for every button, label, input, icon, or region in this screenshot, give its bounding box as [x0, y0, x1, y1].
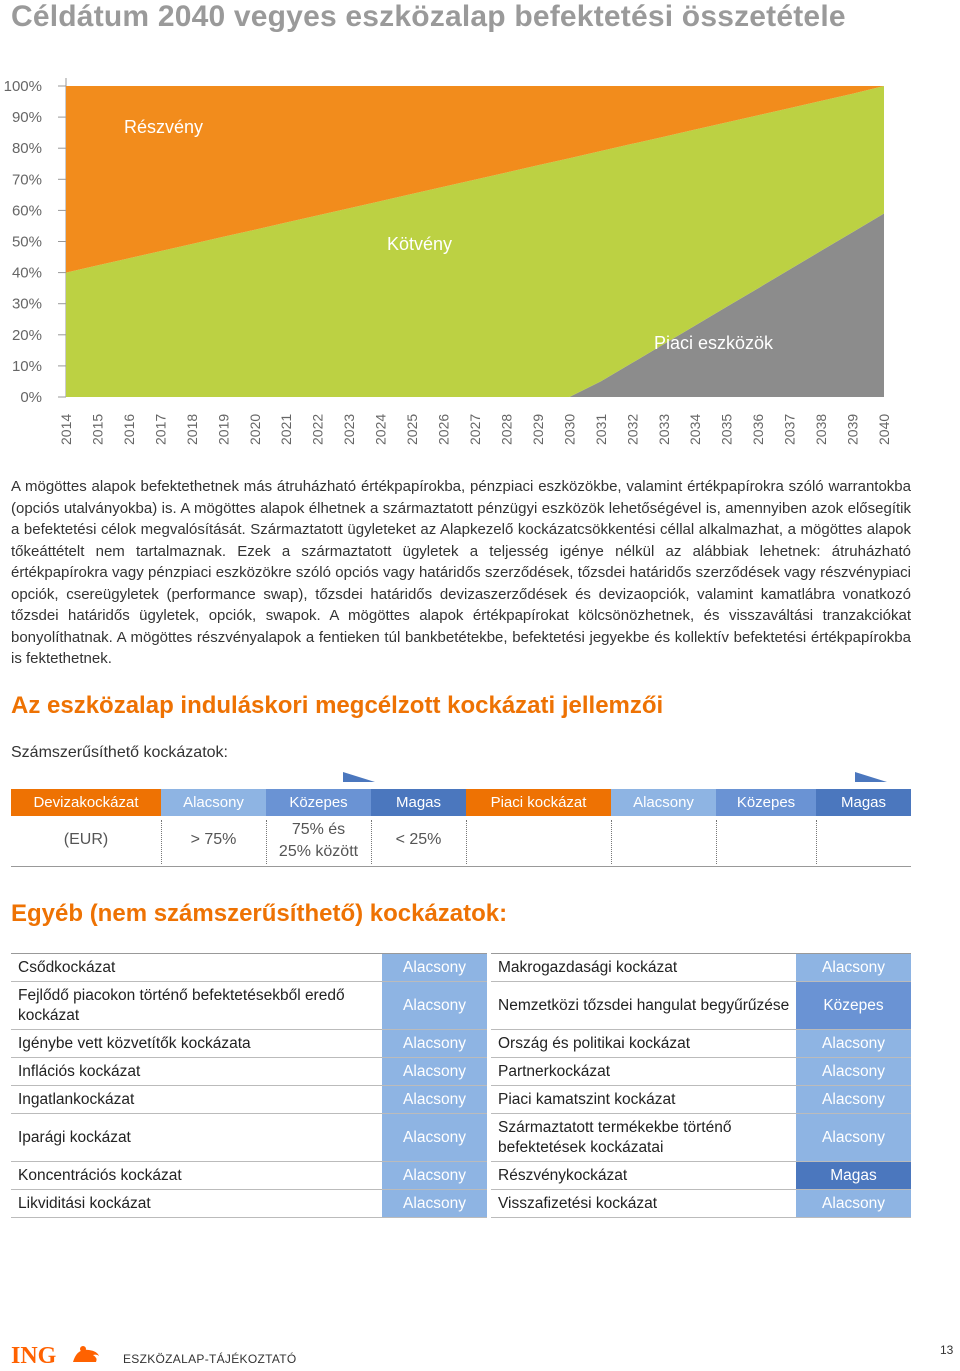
risk-name: Részvénykockázat — [489, 1162, 796, 1190]
risk-row — [11, 1030, 911, 1058]
y-tick-label: 100% — [3, 78, 42, 95]
risk-row — [11, 1058, 911, 1086]
level-marker-icon — [855, 772, 887, 782]
x-tick-label: 2014 — [58, 413, 74, 445]
y-tick-label: 70% — [11, 171, 42, 189]
risk-row — [11, 954, 911, 982]
risk-level: Alacsony — [796, 1030, 911, 1058]
x-tick-label: 2020 — [246, 413, 263, 445]
divider — [611, 820, 612, 864]
series-label: Kötvény — [387, 234, 453, 254]
risk-level: Alacsony — [382, 1162, 489, 1190]
risk-level: Alacsony — [382, 1114, 489, 1162]
risk-level: Alacsony — [796, 1114, 911, 1162]
risk-name: Ingatlankockázat — [11, 1086, 382, 1114]
market-low-header: Alacsony — [611, 789, 716, 816]
level-marker-icon — [343, 772, 375, 782]
risk-level: Alacsony — [382, 1190, 489, 1218]
x-tick-label: 2031 — [592, 413, 609, 445]
quant-risk-label: Számszerűsíthető kockázatok: — [11, 744, 228, 761]
risk-level: Alacsony — [796, 1190, 911, 1218]
divider — [816, 820, 817, 864]
x-tick-label: 2018 — [183, 413, 200, 445]
y-tick-label: 40% — [11, 264, 42, 282]
x-axis — [58, 414, 892, 445]
risk-row — [11, 1086, 911, 1114]
market-risk-header: Piaci kockázat — [466, 789, 611, 816]
x-tick-label: 2032 — [624, 413, 641, 445]
risk-level: Alacsony — [796, 1086, 911, 1114]
risk-level: Alacsony — [382, 1058, 489, 1086]
x-tick-label: 2030 — [561, 413, 578, 445]
risk-name: Származtatott termékekbe történő befektetések kockázatai — [489, 1114, 796, 1162]
y-tick-label: 0% — [20, 389, 42, 406]
x-tick-label: 2015 — [89, 413, 106, 445]
risk-level: Alacsony — [796, 954, 911, 982]
currency-mid-header: Közepes — [266, 789, 371, 816]
currency-risk-header: Devizakockázat — [11, 789, 161, 816]
x-tick-label: 2037 — [781, 413, 798, 445]
x-tick-label: 2027 — [467, 413, 483, 445]
currency-value: (EUR) — [63, 831, 109, 848]
y-tick-label: 10% — [11, 357, 42, 375]
risk-level: Alacsony — [382, 1086, 489, 1114]
x-tick-label: 2029 — [529, 413, 546, 445]
risk-name: Makrogazdasági kockázat — [489, 954, 796, 982]
series-label: Piaci eszközök — [654, 333, 774, 353]
x-tick-label: 2039 — [844, 413, 861, 445]
x-tick-label: 2040 — [876, 413, 892, 445]
y-tick-label: 30% — [11, 295, 42, 313]
risk-name: Fejlődő piacokon történő befektetésekből eredő kockázat — [11, 982, 382, 1030]
quant-risk-values — [11, 816, 911, 867]
y-tick-label: 20% — [11, 326, 42, 344]
currency-mid-value: 75% és 25% között — [278, 821, 359, 860]
risk-level: Alacsony — [382, 954, 489, 982]
currency-low-value: > 75% — [190, 831, 237, 848]
risk-name: Piaci kamatszint kockázat — [489, 1086, 796, 1114]
x-tick-label: 2017 — [152, 413, 169, 445]
risk-name: Likviditási kockázat — [11, 1190, 382, 1218]
footer-label: ESZKÖZALAP-TÁJÉKOZTATÓ — [123, 1352, 297, 1366]
body-paragraph: A mögöttes alapok befektethetnek más átruházható értékpapírokba, pénzpiaci eszközökbe, valamint értékpapírokra szóló warrantokba (opciós utalványokba) is. A mögöttes alapok élhetnek a származtatott pénzügyi eszközök lehetőségével is, amennyiben azok elősegítik a befektetési célok megvalósítását. Származtatott ügyleteket az Alapkezelő kockázatcsökkentési céllal alkalmazhat, a mögöttes alapok tőkeáttételt nem tartalmaznak. Ezek a származtatott ügyletek a teljesség igénye nélkül az alábbiak lehetnek: átruházható értékpapírokra vagy pénzpiaci eszközökre szóló opciós vagy határidős szerződések, tőzsdei határidős szerződések vagy részvénypiaci opciók, csereügyletek (performance swap), tőzsdei határidős devizaszerződések és devizaopciók, valamint kamatlábra vonatkozó tőzsdei határidős ügyletek, opciók, swapok. A mögöttes alapok értékpapírokat kölcsönözhetnek, és visszaváltási tranzakciókat bonyolíthatnak. A mögöttes részvényalapok a fentieken túl bankbetétekbe, befektetési jegyekbe és kollektív befektetési értékpapírokba is fektethetnek. — [11, 478, 911, 667]
risk-level: Alacsony — [382, 1030, 489, 1058]
x-tick-label: 2025 — [404, 413, 421, 445]
lion-icon — [73, 1346, 99, 1362]
risk-name: Koncentrációs kockázat — [11, 1162, 382, 1190]
risk-name: Nemzetközi tőzsdei hangulat begyűrűzése — [489, 982, 796, 1030]
risk-level: Alacsony — [382, 982, 489, 1030]
ing-logo — [11, 1342, 111, 1366]
risk-level: Alacsony — [796, 1058, 911, 1086]
x-tick-label: 2022 — [309, 413, 326, 445]
risk-row — [11, 1162, 911, 1190]
other-risks-title: Egyéb (nem számszerűsíthető) kockázatok: — [11, 900, 508, 927]
risk-name: Visszafizetési kockázat — [489, 1190, 796, 1218]
allocation-area-chart — [0, 60, 960, 460]
risk-level: Közepes — [796, 982, 911, 1030]
x-tick-label: 2035 — [718, 413, 735, 445]
risk-name: Iparági kockázat — [11, 1114, 382, 1162]
y-tick-label: 90% — [11, 109, 42, 127]
x-tick-label: 2021 — [278, 413, 295, 445]
market-mid-header: Közepes — [716, 789, 816, 816]
currency-high-value: < 25% — [395, 831, 442, 848]
page-title: Céldátum 2040 vegyes eszközalap befektetési összetétele — [11, 0, 846, 33]
x-tick-label: 2036 — [750, 413, 767, 445]
other-risks-table — [11, 953, 911, 1218]
y-tick-label: 50% — [11, 233, 42, 251]
risk-row — [11, 982, 911, 1030]
series-label: Részvény — [124, 117, 204, 137]
x-tick-label: 2023 — [341, 413, 358, 445]
svg-text:ING: ING — [11, 1343, 57, 1366]
x-tick-label: 2028 — [498, 413, 515, 445]
y-axis — [4, 78, 66, 406]
y-tick-label: 60% — [11, 202, 42, 220]
risk-name: Ország és politikai kockázat — [489, 1030, 796, 1058]
quant-risk-header — [11, 789, 911, 816]
risk-level: Magas — [796, 1162, 911, 1190]
x-tick-label: 2024 — [372, 413, 389, 445]
y-tick-label: 80% — [11, 140, 42, 158]
risk-name: Igénybe vett közvetítők kockázata — [11, 1030, 382, 1058]
x-tick-label: 2016 — [120, 413, 137, 445]
risk-row — [11, 1114, 911, 1162]
market-high-header: Magas — [816, 789, 911, 816]
risk-section-title: Az eszközalap induláskori megcélzott kockázati jellemzői — [11, 692, 664, 719]
currency-high-header: Magas — [371, 789, 466, 816]
page-number: 13 — [940, 1343, 954, 1357]
x-tick-label: 2033 — [655, 413, 672, 445]
x-tick-label: 2038 — [813, 413, 830, 445]
risk-name: Csődkockázat — [11, 954, 382, 982]
currency-low-header: Alacsony — [161, 789, 266, 816]
x-tick-label: 2034 — [687, 413, 704, 445]
x-tick-label: 2026 — [435, 413, 452, 445]
divider — [716, 820, 717, 864]
risk-name: Partnerkockázat — [489, 1058, 796, 1086]
risk-row — [11, 1190, 911, 1218]
divider — [466, 820, 467, 864]
risk-name: Inflációs kockázat — [11, 1058, 382, 1086]
x-tick-label: 2019 — [215, 413, 232, 445]
